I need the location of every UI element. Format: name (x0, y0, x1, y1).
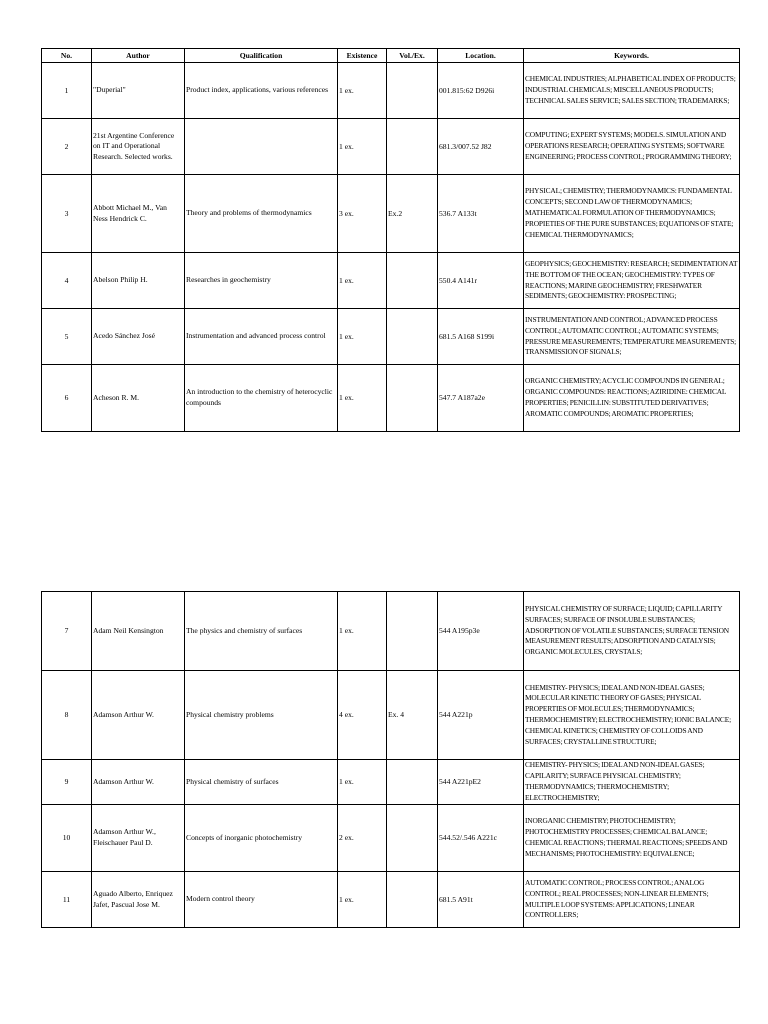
cell-author: 21st Argentine Conference on IT and Operational Research. Selected works. (92, 119, 185, 175)
cell-location: 547.7 A187a2e (438, 365, 524, 432)
table-row (42, 63, 740, 119)
cell-keywords: COMPUTING; EXPERT SYSTEMS; MODELS. SIMULATION AND OPERATIONS RESEARCH; OPERATING SYSTEMS; SOFTWARE ENGINEERING; PROCESS CONTROL; PROGRAMMING THEORY; (524, 119, 740, 175)
header-qualification: Qualification (185, 49, 338, 63)
table-row (42, 365, 740, 432)
cell-keywords: AUTOMATIC CONTROL; PROCESS CONTROL; ANALOG CONTROL; REAL PROCESSES; NON-LINEAR ELEMENTS; MULTIPLE LOOP SYSTEMS: APPLICATIONS; LINEAR CONTROLLERS; (524, 872, 740, 928)
header-existence: Existence (338, 49, 387, 63)
catalog-table-top (41, 48, 740, 432)
cell-no: 6 (42, 365, 92, 432)
cell-keywords: PHYSICAL CHEMISTRY OF SURFACE; LIQUID; CAPILLARITY SURFACES; SURFACE OF INSOLUBLE SUBSTANCES; ADSORPTION OF VOLATILE SUBSTANCES; SURFACE TENSION MEASUREMENT RESULTS; ADSORPTION AND CATALYSIS; ORGANIC MOLECULES, CRYSTALS; (524, 592, 740, 671)
cell-existence: 1 ex. (338, 309, 387, 365)
cell-qualification: Instrumentation and advanced process control (185, 309, 338, 365)
cell-qualification: Product index, applications, various references (185, 63, 338, 119)
table-row (42, 175, 740, 253)
header-author: Author (92, 49, 185, 63)
cell-vol (387, 63, 438, 119)
cell-existence: 2 ex. (338, 805, 387, 872)
cell-author: Abbott Michael M., Van Ness Hendrick C. (92, 175, 185, 253)
table-row (42, 309, 740, 365)
cell-existence: 1 ex. (338, 119, 387, 175)
cell-no: 8 (42, 671, 92, 760)
table-row (42, 671, 740, 760)
cell-author: Abelson Philip H. (92, 253, 185, 309)
cell-qualification: Physical chemistry of surfaces (185, 760, 338, 805)
cell-no: 9 (42, 760, 92, 805)
cell-qualification: Theory and problems of thermodynamics (185, 175, 338, 253)
header-no: No. (42, 49, 92, 63)
cell-vol (387, 872, 438, 928)
cell-qualification (185, 119, 338, 175)
cell-qualification: Physical chemistry problems (185, 671, 338, 760)
cell-existence: 1 ex. (338, 760, 387, 805)
cell-existence: 4 ex. (338, 671, 387, 760)
cell-qualification: An introduction to the chemistry of heterocyclic compounds (185, 365, 338, 432)
cell-location: 681.5 A168 S199i (438, 309, 524, 365)
cell-location: 544 A221pE2 (438, 760, 524, 805)
cell-no: 1 (42, 63, 92, 119)
catalog-table-bottom (41, 591, 740, 928)
cell-author: Adamson Arthur W., Fleischauer Paul D. (92, 805, 185, 872)
cell-existence: 1 ex. (338, 253, 387, 309)
cell-vol: Ex. 4 (387, 671, 438, 760)
cell-author: Adamson Arthur W. (92, 760, 185, 805)
cell-qualification: The physics and chemistry of surfaces (185, 592, 338, 671)
cell-vol (387, 805, 438, 872)
header-keywords: Keywords. (524, 49, 740, 63)
cell-location: 544 A221p (438, 671, 524, 760)
table-row (42, 760, 740, 805)
cell-existence: 1 ex. (338, 872, 387, 928)
cell-keywords: INORGANIC CHEMISTRY; PHOTOCHEMISTRY; PHOTOCHEMISTRY PROCESSES; CHEMICAL BALANCE; CHEMICAL REACTIONS; THERMAL REACTIONS; SPEEDS AND MECHANISMS; PHOTOCHEMISTRY: EQUIVALENCE; (524, 805, 740, 872)
cell-keywords: CHEMISTRY- PHYSICS; IDEAL AND NON-IDEAL GASES; MOLECULAR KINETIC THEORY OF GASES; PHYSICAL PROPERTIES OF MOLECULES; THERMODYNAMICS; THERMOCHEMISTRY; ELECTROCHEMISTRY; IONIC BALANCE; CHEMICAL KINETICS; CHEMISTRY OF COLLOIDS AND SURFACES; CRYSTALLINE STRUCTURE; (524, 671, 740, 760)
cell-existence: 1 ex. (338, 63, 387, 119)
cell-qualification: Concepts of inorganic photochemistry (185, 805, 338, 872)
cell-author: Acheson R. M. (92, 365, 185, 432)
cell-author: Adamson Arthur W. (92, 671, 185, 760)
cell-no: 11 (42, 872, 92, 928)
cell-keywords: PHYSICAL; CHEMISTRY; THERMODYNAMICS: FUNDAMENTAL CONCEPTS; SECOND LAW OF THERMODYNAMICS; MATHEMATICAL FORMULATION OF THERMODYNAMICS; PROPIETIES OF THE PURE SUBSTANCES; EQUATIONS OF STATE; CHEMICAL THERMODYNAMICS; (524, 175, 740, 253)
cell-location: 001.815:62 D926i (438, 63, 524, 119)
cell-existence: 3 ex. (338, 175, 387, 253)
cell-location: 681.3/007.52 J82 (438, 119, 524, 175)
cell-location: 544 A195p3e (438, 592, 524, 671)
table-row (42, 805, 740, 872)
cell-vol: Ex.2 (387, 175, 438, 253)
table-row (42, 119, 740, 175)
cell-vol (387, 309, 438, 365)
cell-no: 2 (42, 119, 92, 175)
cell-existence: 1 ex. (338, 592, 387, 671)
cell-location: 536.7 A133t (438, 175, 524, 253)
cell-location: 544.52/.546 A221c (438, 805, 524, 872)
cell-author: Acedo Sánchez José (92, 309, 185, 365)
table-row (42, 592, 740, 671)
cell-vol (387, 119, 438, 175)
cell-location: 681.5 A91t (438, 872, 524, 928)
cell-qualification: Researches in geochemistry (185, 253, 338, 309)
cell-keywords: CHEMISTRY- PHYSICS; IDEAL AND NON-IDEAL GASES; CAPILARITY; SURFACE PHYSICAL CHEMISTRY; THERMODYNAMICS; THERMOCHEMISTRY; ELECTROCHEMISTRY; (524, 760, 740, 805)
header-location: Location. (438, 49, 524, 63)
cell-location: 550.4 A141r (438, 253, 524, 309)
cell-vol (387, 365, 438, 432)
table-row (42, 253, 740, 309)
cell-keywords: GEOPHYSICS; GEOCHEMISTRY: RESEARCH; SEDIMENTATION AT THE BOTTOM OF THE OCEAN; GEOCHEMISTRY: TYPES OF REACTIONS; MARINE GEOCHEMISTRY; FRESHWATER SEDIMENTS; GEOCHEMISTRY: PROSPECTING; (524, 253, 740, 309)
table-row (42, 872, 740, 928)
header-vol: Vol./Ex. (387, 49, 438, 63)
cell-no: 4 (42, 253, 92, 309)
cell-author: Adam Neil Kensington (92, 592, 185, 671)
cell-vol (387, 760, 438, 805)
cell-keywords: CHEMICAL INDUSTRIES; ALPHABETICAL INDEX OF PRODUCTS; INDUSTRIAL CHEMICALS; MISCELLANEOUS PRODUCTS; TECHNICAL SALES SERVICE; SALES SECTION; TRADEMARKS; (524, 63, 740, 119)
cell-author: Aguado Alberto, Enriquez Jafet, Pascual Jose M. (92, 872, 185, 928)
cell-vol (387, 253, 438, 309)
cell-vol (387, 592, 438, 671)
cell-keywords: INSTRUMENTATION AND CONTROL; ADVANCED PROCESS CONTROL; AUTOMATIC CONTROL; AUTOMATIC SYSTEMS; PRESSURE MEASUREMENTS; TEMPERATURE MEASUREMENTS; TRANSMISSION OF SIGNALS; (524, 309, 740, 365)
cell-existence: 1 ex. (338, 365, 387, 432)
header-row (42, 49, 740, 63)
cell-keywords: ORGANIC CHEMISTRY; ACYCLIC COMPOUNDS IN GENERAL; ORGANIC COMPOUNDS: REACTIONS; AZIRIDINE: CHEMICAL PROPERTIES; PENICILLIN: SUBSTITUTED DERIVATIVES; AROMATIC COMPOUNDS; AROMATIC PROPERTIES; (524, 365, 740, 432)
cell-no: 10 (42, 805, 92, 872)
cell-no: 3 (42, 175, 92, 253)
cell-no: 7 (42, 592, 92, 671)
cell-author: "Duperial" (92, 63, 185, 119)
cell-no: 5 (42, 309, 92, 365)
cell-qualification: Modern control theory (185, 872, 338, 928)
